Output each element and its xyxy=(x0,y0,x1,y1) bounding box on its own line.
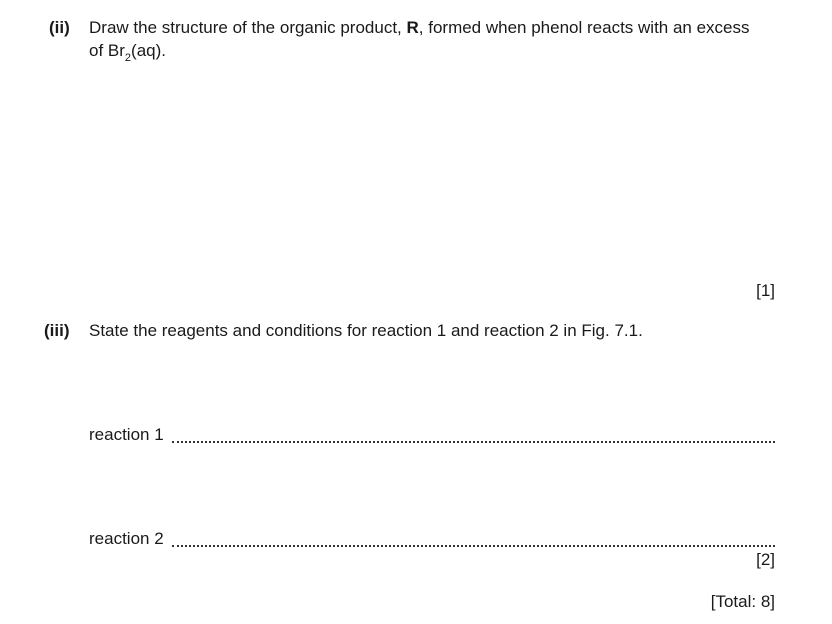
product-label-r: R xyxy=(406,18,419,37)
answer-line-reaction-1[interactable] xyxy=(89,423,775,445)
answer-label-reaction-1: reaction 1 xyxy=(89,425,164,444)
question-number-iii: (iii) xyxy=(44,321,70,340)
marks-ii: [1] xyxy=(756,281,775,300)
formula-state: (aq). xyxy=(131,41,166,60)
total-marks: [Total: 8] xyxy=(710,592,775,611)
question-ii-text-post: , formed when phenol reacts with an excess xyxy=(418,18,750,37)
question-iii-text: State the reagents and conditions for reaction 1 and reaction 2 in Fig. 7.1. xyxy=(89,321,643,340)
marks-iii: [2] xyxy=(756,550,775,569)
question-number-ii: (ii) xyxy=(49,18,70,37)
dotted-answer-line xyxy=(172,545,775,547)
question-ii-text-line1 xyxy=(89,17,750,38)
question-ii-text-pre: Draw the structure of the organic product, xyxy=(89,18,407,37)
answer-line-reaction-2[interactable] xyxy=(89,527,775,549)
formula-subscript: 2 xyxy=(124,52,132,64)
formula-br: of Br xyxy=(89,41,125,60)
dotted-answer-line xyxy=(172,441,775,443)
question-ii-text-line2 xyxy=(89,40,166,64)
answer-label-reaction-2: reaction 2 xyxy=(89,529,164,548)
drawing-answer-space[interactable] xyxy=(89,70,775,270)
